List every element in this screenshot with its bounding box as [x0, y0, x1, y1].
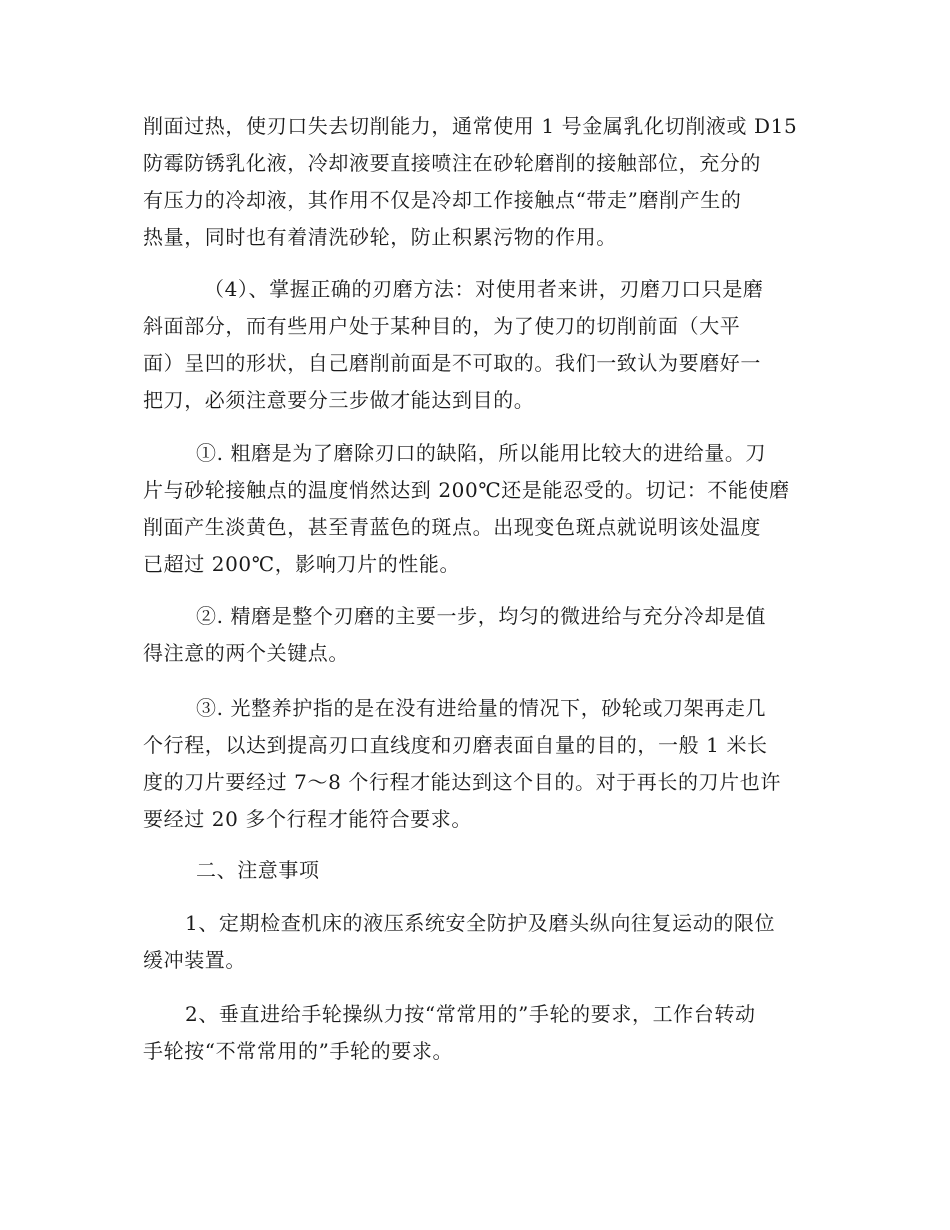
paragraph-note-2 [143, 996, 808, 1070]
text-line: 削面产生淡黄色，甚至青蓝色的斑点。出现变色斑点就说明该处温度 [143, 515, 761, 539]
text-line: 把刀，必须注意要分三步做才能达到目的。 [143, 388, 535, 412]
paragraph-step-3 [143, 690, 808, 838]
text-line: （4）、掌握正确的刃磨方法：对使用者来讲，刃磨刀口只是磨 [204, 277, 764, 301]
text-line: 度的刀片要经过 7～8 个行程才能达到这个目的。对于再长的刀片也许 [143, 770, 781, 794]
paragraph-note-1 [143, 905, 808, 979]
text-line: 热量，同时也有着清洗砂轮，防止积累污物的作用。 [143, 225, 617, 249]
text-line: 防霉防锈乳化液，冷却液要直接喷注在砂轮磨削的接触部位，充分的 [143, 151, 761, 175]
text-line: 缓冲装置。 [143, 948, 246, 972]
paragraph-cooling [143, 108, 808, 256]
text-line: ①. 粗磨是为了磨除刃口的缺陷，所以能用比较大的进给量。刀 [196, 441, 767, 465]
section-heading-text: 二、注意事项 [196, 858, 320, 882]
text-line: 要经过 20 多个行程才能符合要求。 [143, 807, 472, 831]
paragraph-method [143, 271, 808, 419]
text-line: 2、垂直进给手轮操纵力按“常常用的”手轮的要求，工作台转动 [185, 1002, 756, 1026]
text-line: 个行程，以达到提高刃口直线度和刃磨表面自量的目的，一般 1 米长 [143, 733, 768, 757]
paragraph-step-1 [143, 435, 808, 583]
text-line: ③. 光整养护指的是在没有进给量的情况下，砂轮或刀架再走几 [196, 696, 767, 720]
text-line: 斜面部分，而有些用户处于某种目的，为了使刀的切削前面（大平 [143, 314, 741, 338]
text-line: 已超过 200℃，影响刀片的性能。 [143, 552, 461, 576]
text-line: 削面过热，使刃口失去切削能力，通常使用 1 号金属乳化切削液或 D15 [143, 114, 798, 138]
text-line: 片与砂轮接触点的温度悄然达到 200℃还是能忍受的。切记：不能使磨 [143, 478, 790, 502]
section-heading [143, 852, 808, 889]
text-line: 1、定期检查机床的液压系统安全防护及磨头纵向往复运动的限位 [185, 911, 776, 935]
text-line: 得注意的两个关键点。 [143, 641, 349, 665]
text-line: ②. 精磨是整个刃磨的主要一步，均匀的微进给与充分冷却是值 [196, 604, 767, 628]
paragraph-step-2 [143, 598, 808, 672]
text-line: 面）呈凹的形状，自己磨削前面是不可取的。我们一致认为要磨好一 [143, 351, 761, 375]
text-line: 有压力的冷却液，其作用不仅是冷却工作接触点“带走”磨削产生的 [143, 188, 742, 212]
text-line: 手轮按“不常常用的”手轮的要求。 [143, 1039, 454, 1063]
